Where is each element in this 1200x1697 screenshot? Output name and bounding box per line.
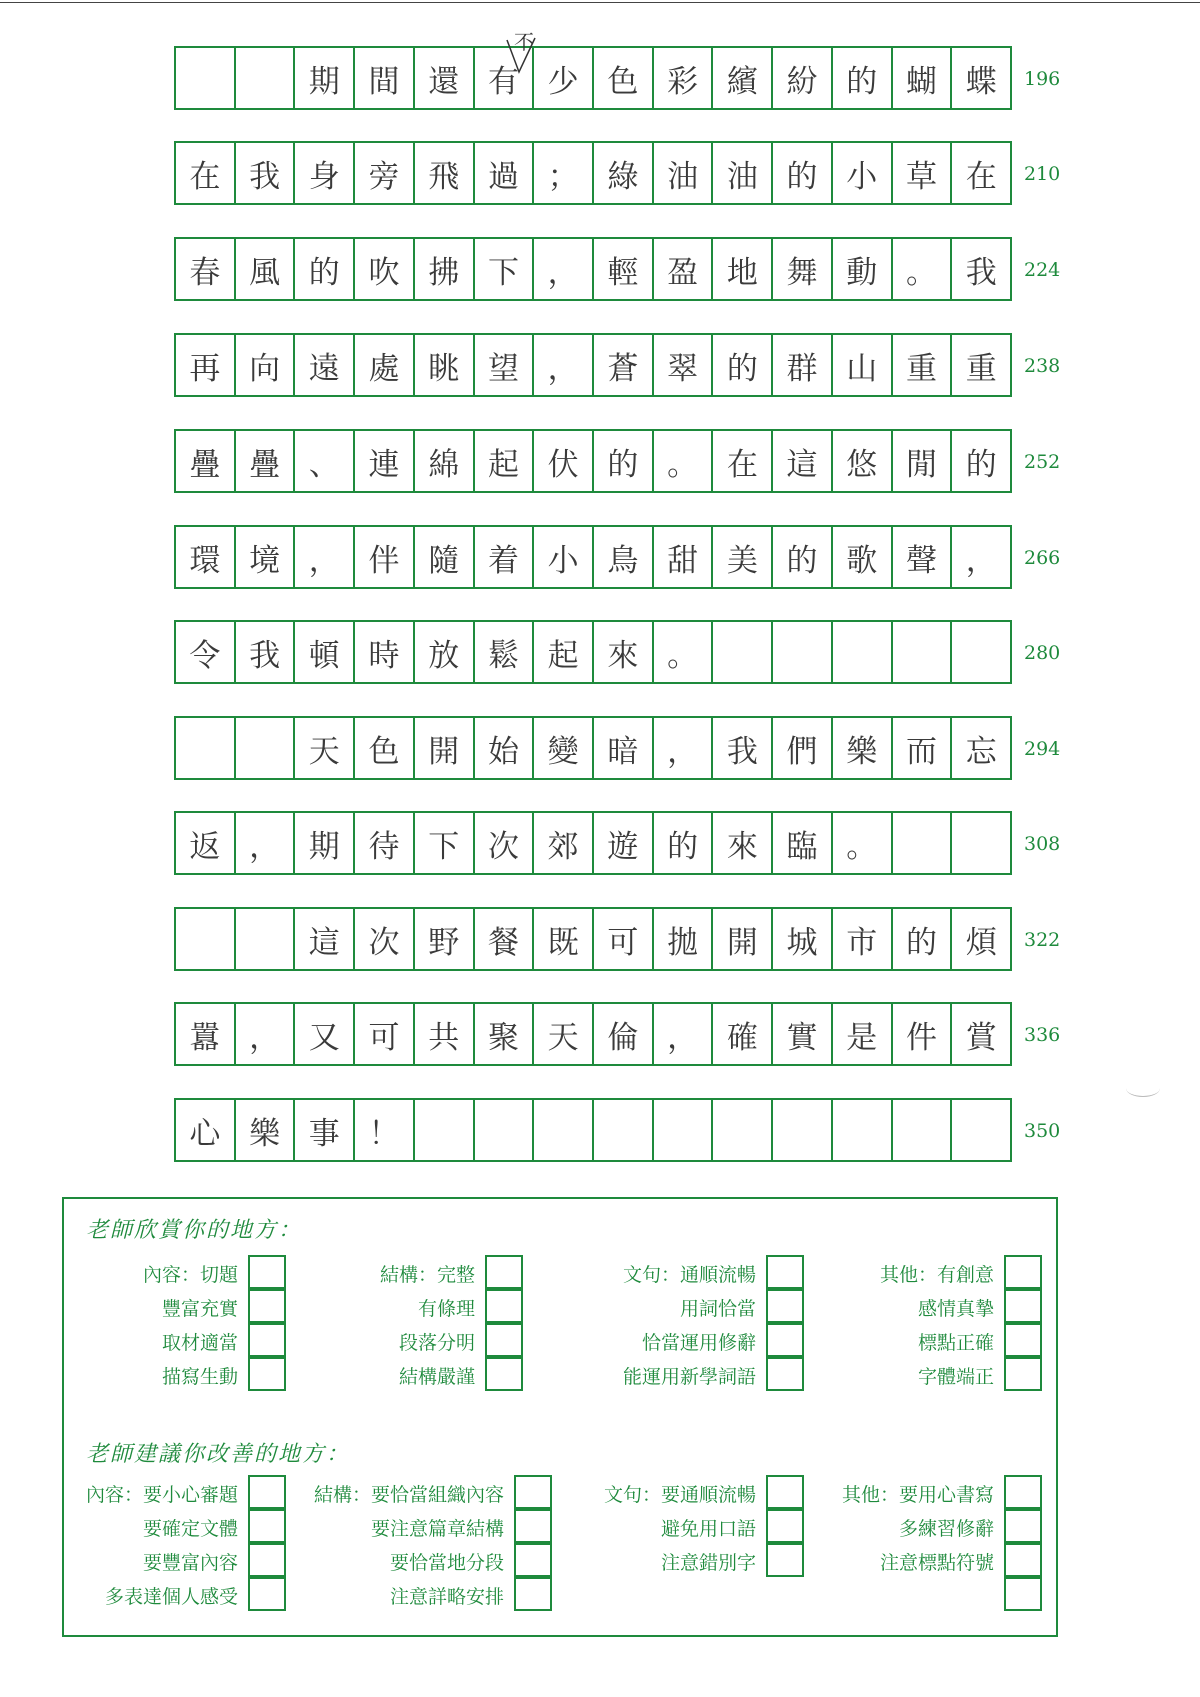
- grid-cell: 草: [893, 143, 953, 203]
- checkbox[interactable]: [514, 1509, 552, 1543]
- grid-cell: 群: [773, 335, 833, 395]
- grid-cell: 來: [713, 813, 773, 873]
- grid-cell: 重: [893, 335, 953, 395]
- grid-cell: 臨: [773, 813, 833, 873]
- grid-cell: 蝶: [965, 63, 997, 100]
- essay-row: [174, 237, 1012, 301]
- checkbox[interactable]: [485, 1289, 523, 1323]
- grid-cell: 心: [176, 1100, 236, 1160]
- grid-cell: [773, 622, 833, 682]
- checklist-label: 豐富充實: [161, 1298, 238, 1320]
- grid-cell: 。: [833, 813, 893, 873]
- checklist-label: 內容：要小心審題: [85, 1484, 238, 1506]
- grid-cell: 色: [355, 718, 415, 778]
- checklist-label: 結構：完整: [379, 1264, 475, 1286]
- grid-cell: [176, 909, 236, 969]
- grid-cell: 的: [965, 446, 997, 483]
- grid-cell: 忘: [965, 733, 997, 770]
- checkbox[interactable]: [514, 1577, 552, 1611]
- row-char-count: 224: [1024, 259, 1061, 281]
- checklist-label: 描寫生動: [161, 1366, 238, 1388]
- grid-cell: ，: [654, 1004, 714, 1064]
- checkbox[interactable]: [766, 1357, 804, 1391]
- grid-cell: 期: [295, 48, 355, 108]
- checklist-label: 注意標點符號: [879, 1552, 994, 1574]
- grid-cell: 在: [713, 431, 773, 491]
- grid-cell: 始: [475, 718, 535, 778]
- grid-cell: 吹: [355, 239, 415, 299]
- grid-cell: 遠: [295, 335, 355, 395]
- grid-cell: 紛: [773, 48, 833, 108]
- grid-cell: 輕: [594, 239, 654, 299]
- grid-cell: [833, 1100, 893, 1160]
- grid-cell: 彩: [654, 48, 714, 108]
- checkbox[interactable]: [1004, 1255, 1042, 1289]
- checkbox[interactable]: [514, 1543, 552, 1577]
- checkbox[interactable]: [1004, 1289, 1042, 1323]
- grid-cell: [952, 813, 1010, 873]
- grid-cell: 有: [475, 48, 535, 108]
- grid-cell: 伏: [534, 431, 594, 491]
- checkbox[interactable]: [1004, 1357, 1042, 1391]
- essay-row: [174, 907, 1012, 971]
- grid-cell: 事: [295, 1100, 355, 1160]
- grid-cell: 期: [295, 813, 355, 873]
- grid-cell: 而: [893, 718, 953, 778]
- grid-cell: 待: [355, 813, 415, 873]
- grid-cell: 我: [236, 622, 296, 682]
- grid-cell: 再: [176, 335, 236, 395]
- grid-cell: 眺: [415, 335, 475, 395]
- grid-cell: 下: [475, 239, 535, 299]
- checklist-label: 避免用口語: [660, 1518, 756, 1540]
- row-char-count: 294: [1024, 738, 1061, 760]
- grid-cell: 舞: [773, 239, 833, 299]
- grid-cell: 餐: [475, 909, 535, 969]
- row-char-count: 350: [1024, 1120, 1061, 1142]
- grid-cell: 件: [893, 1004, 953, 1064]
- grid-cell: 確: [713, 1004, 773, 1064]
- grid-cell: 。: [893, 239, 953, 299]
- grid-cell: 可: [594, 909, 654, 969]
- checklist-label: 段落分明: [398, 1332, 475, 1354]
- grid-cell: 樂: [236, 1100, 296, 1160]
- checklist-label: 其他：要用心書寫: [841, 1484, 994, 1506]
- checklist-label: 有條理: [417, 1298, 475, 1320]
- grid-cell: ，: [534, 335, 594, 395]
- grid-cell: 天: [295, 718, 355, 778]
- improve-title: 老師建議你改善的地方：: [86, 1442, 351, 1467]
- grid-cell: 甜: [654, 527, 714, 587]
- checkbox[interactable]: [1004, 1543, 1042, 1577]
- checkbox[interactable]: [766, 1289, 804, 1323]
- checklist-label: 能運用新學詞語: [622, 1366, 756, 1388]
- checklist-label: 感情真摯: [917, 1298, 994, 1320]
- checklist-label: 注意詳略安排: [389, 1586, 504, 1608]
- grid-cell: [475, 1100, 535, 1160]
- checkbox[interactable]: [1004, 1323, 1042, 1357]
- grid-cell: 處: [355, 335, 415, 395]
- grid-cell: 油: [713, 143, 773, 203]
- grid-cell: [952, 622, 1010, 682]
- grid-cell: 野: [415, 909, 475, 969]
- checklist-label: 要恰當地分段: [389, 1552, 504, 1574]
- checkbox[interactable]: [766, 1475, 804, 1509]
- grid-cell: 歌: [833, 527, 893, 587]
- grid-cell: 變: [534, 718, 594, 778]
- essay-row: [174, 141, 1012, 205]
- checkbox[interactable]: [248, 1357, 286, 1391]
- grid-cell: 天: [534, 1004, 594, 1064]
- checkbox[interactable]: [248, 1289, 286, 1323]
- grid-cell: [773, 1100, 833, 1160]
- grid-cell: [713, 1100, 773, 1160]
- essay-row: [174, 1002, 1012, 1066]
- grid-cell: [893, 1100, 953, 1160]
- grid-cell: 。: [654, 622, 714, 682]
- grid-cell: 伴: [355, 527, 415, 587]
- grid-cell: 拋: [654, 909, 714, 969]
- grid-cell: 聚: [475, 1004, 535, 1064]
- grid-cell: [534, 1100, 594, 1160]
- grid-cell: 在: [176, 143, 236, 203]
- checkbox[interactable]: [248, 1543, 286, 1577]
- checkbox[interactable]: [766, 1543, 804, 1577]
- grid-cell: 令: [176, 622, 236, 682]
- checklist-label: 內容：切題: [142, 1264, 238, 1286]
- grid-cell: 下: [415, 813, 475, 873]
- grid-cell: ，: [236, 1004, 296, 1064]
- grid-cell: 可: [355, 1004, 415, 1064]
- checklist-label: 字體端正: [917, 1366, 994, 1388]
- grid-cell: [176, 48, 236, 108]
- row-char-count: 210: [1024, 163, 1061, 185]
- essay-row: [174, 333, 1012, 397]
- grid-cell: 蝴: [893, 48, 953, 108]
- grid-cell: ！: [355, 1100, 415, 1160]
- appreciate-title: 老師欣賞你的地方：: [86, 1218, 303, 1243]
- grid-cell: 悠: [833, 431, 893, 491]
- checklist-label: 用詞恰當: [679, 1298, 756, 1320]
- grid-cell: [236, 718, 296, 778]
- grid-cell: ，: [295, 527, 355, 587]
- grid-cell: 起: [534, 622, 594, 682]
- grid-cell: 這: [773, 431, 833, 491]
- grid-cell: 重: [965, 350, 997, 387]
- grid-cell: [236, 48, 296, 108]
- grid-cell: 又: [295, 1004, 355, 1064]
- grid-cell: 來: [594, 622, 654, 682]
- grid-cell: 閒: [893, 431, 953, 491]
- grid-cell: 還: [415, 48, 475, 108]
- grid-cell: 飛: [415, 143, 475, 203]
- checkbox[interactable]: [485, 1323, 523, 1357]
- essay-row: [174, 46, 1012, 110]
- grid-cell: 囂: [176, 1004, 236, 1064]
- grid-cell: 翠: [654, 335, 714, 395]
- grid-cell: 山: [833, 335, 893, 395]
- grid-cell: 身: [295, 143, 355, 203]
- grid-cell: 色: [594, 48, 654, 108]
- grid-cell: 旁: [355, 143, 415, 203]
- checklist-label: 要豐富內容: [142, 1552, 238, 1574]
- grid-cell: 疊: [176, 431, 236, 491]
- grid-cell: 的: [773, 527, 833, 587]
- grid-cell: ，: [654, 718, 714, 778]
- grid-cell: 煩: [965, 924, 997, 961]
- grid-cell: 開: [713, 909, 773, 969]
- paper-mark: [1126, 1080, 1160, 1097]
- checklist-label: 多表達個人感受: [104, 1586, 238, 1608]
- grid-cell: 小: [534, 527, 594, 587]
- grid-cell: 我: [713, 718, 773, 778]
- grid-cell: 這: [295, 909, 355, 969]
- row-char-count: 196: [1024, 68, 1061, 90]
- grid-cell: 綿: [415, 431, 475, 491]
- grid-cell: 的: [833, 48, 893, 108]
- grid-cell: ；: [534, 143, 594, 203]
- grid-cell: 既: [534, 909, 594, 969]
- checklist-label: 標點正確: [917, 1332, 994, 1354]
- grid-cell: 開: [415, 718, 475, 778]
- grid-cell: 疊: [236, 431, 296, 491]
- grid-cell: 城: [773, 909, 833, 969]
- checkbox[interactable]: [248, 1323, 286, 1357]
- essay-row: [174, 811, 1012, 875]
- checkbox[interactable]: [248, 1475, 286, 1509]
- grid-cell: 市: [833, 909, 893, 969]
- row-char-count: 322: [1024, 929, 1061, 951]
- grid-cell: 是: [833, 1004, 893, 1064]
- grid-cell: [236, 909, 296, 969]
- grid-cell: 過: [475, 143, 535, 203]
- essay-row: [174, 525, 1012, 589]
- grid-cell: 環: [176, 527, 236, 587]
- grid-cell: ，: [534, 239, 594, 299]
- grid-cell: 春: [176, 239, 236, 299]
- grid-cell: [833, 622, 893, 682]
- grid-cell: 賞: [965, 1019, 997, 1056]
- grid-cell: 的: [713, 335, 773, 395]
- grid-cell: 境: [236, 527, 296, 587]
- grid-cell: 次: [475, 813, 535, 873]
- grid-cell: 郊: [534, 813, 594, 873]
- grid-cell: [893, 622, 953, 682]
- grid-cell: [176, 718, 236, 778]
- grid-cell: 小: [833, 143, 893, 203]
- grid-cell: 的: [773, 143, 833, 203]
- grid-cell: 暗: [594, 718, 654, 778]
- row-char-count: 280: [1024, 642, 1061, 664]
- grid-cell: 繽: [713, 48, 773, 108]
- checklist-label: 其他：有創意: [879, 1264, 994, 1286]
- grid-cell: 的: [594, 431, 654, 491]
- row-char-count: 308: [1024, 833, 1061, 855]
- grid-cell: 望: [475, 335, 535, 395]
- insertion-caret-icon: [505, 34, 565, 74]
- checkbox[interactable]: [1004, 1509, 1042, 1543]
- essay-row: [174, 620, 1012, 684]
- grid-cell: 盈: [654, 239, 714, 299]
- grid-cell: 樂: [833, 718, 893, 778]
- checkbox[interactable]: [766, 1509, 804, 1543]
- grid-cell: 們: [773, 718, 833, 778]
- grid-cell: 我: [965, 254, 997, 291]
- correction-mark: 不: [514, 30, 534, 54]
- grid-cell: [415, 1100, 475, 1160]
- grid-cell: 倫: [594, 1004, 654, 1064]
- teacher-feedback-panel: [62, 1197, 1058, 1637]
- grid-cell: 向: [236, 335, 296, 395]
- grid-cell: 頓: [295, 622, 355, 682]
- checklist-label: 結構嚴謹: [398, 1366, 475, 1388]
- grid-cell: 間: [355, 48, 415, 108]
- grid-cell: 放: [415, 622, 475, 682]
- essay-row: [174, 1098, 1012, 1162]
- grid-cell: 風: [236, 239, 296, 299]
- checklist-label: 注意錯別字: [660, 1552, 756, 1574]
- grid-cell: 我: [236, 143, 296, 203]
- checkbox[interactable]: [248, 1577, 286, 1611]
- checkbox[interactable]: [1004, 1577, 1042, 1611]
- checkbox[interactable]: [485, 1357, 523, 1391]
- checkbox[interactable]: [1004, 1475, 1042, 1509]
- grid-cell: 的: [654, 813, 714, 873]
- grid-cell: [654, 1100, 714, 1160]
- checklist-label: 文句：要通順流暢: [603, 1484, 756, 1506]
- grid-cell: 着: [475, 527, 535, 587]
- checklist-label: 文句：通順流暢: [622, 1264, 756, 1286]
- grid-cell: 拂: [415, 239, 475, 299]
- row-char-count: 238: [1024, 355, 1061, 377]
- grid-cell: ，: [965, 542, 997, 579]
- grid-cell: [893, 813, 953, 873]
- row-char-count: 252: [1024, 451, 1061, 473]
- grid-cell: 地: [713, 239, 773, 299]
- grid-cell: 隨: [415, 527, 475, 587]
- grid-cell: 起: [475, 431, 535, 491]
- grid-cell: 少: [534, 48, 594, 108]
- checkbox[interactable]: [485, 1255, 523, 1289]
- checklist-label: 恰當運用修辭: [641, 1332, 756, 1354]
- essay-row: [174, 716, 1012, 780]
- grid-cell: 蒼: [594, 335, 654, 395]
- grid-cell: 綠: [594, 143, 654, 203]
- grid-cell: 次: [355, 909, 415, 969]
- checkbox[interactable]: [248, 1509, 286, 1543]
- grid-cell: 美: [713, 527, 773, 587]
- grid-cell: 油: [654, 143, 714, 203]
- essay-row: [174, 429, 1012, 493]
- grid-cell: 鳥: [594, 527, 654, 587]
- grid-cell: 、: [295, 431, 355, 491]
- grid-cell: 遊: [594, 813, 654, 873]
- checklist-label: 取材適當: [161, 1332, 238, 1354]
- grid-cell: 的: [893, 909, 953, 969]
- checkbox[interactable]: [766, 1323, 804, 1357]
- grid-cell: 連: [355, 431, 415, 491]
- grid-cell: 時: [355, 622, 415, 682]
- row-char-count: 266: [1024, 547, 1061, 569]
- checkbox[interactable]: [514, 1475, 552, 1509]
- grid-cell: 的: [295, 239, 355, 299]
- grid-cell: ，: [236, 813, 296, 873]
- row-char-count: 336: [1024, 1024, 1061, 1046]
- grid-cell: 實: [773, 1004, 833, 1064]
- grid-cell: 聲: [893, 527, 953, 587]
- grid-cell: 返: [176, 813, 236, 873]
- grid-cell: [952, 1100, 1010, 1160]
- checkbox[interactable]: [248, 1255, 286, 1289]
- checkbox[interactable]: [766, 1255, 804, 1289]
- grid-cell: 共: [415, 1004, 475, 1064]
- grid-cell: 鬆: [475, 622, 535, 682]
- checklist-label: 結構：要恰當組織內容: [313, 1484, 504, 1506]
- checklist-label: 多練習修辭: [898, 1518, 994, 1540]
- grid-cell: [594, 1100, 654, 1160]
- checklist-label: 要確定文體: [142, 1518, 238, 1540]
- checklist-label: 要注意篇章結構: [370, 1518, 504, 1540]
- grid-cell: [713, 622, 773, 682]
- grid-cell: 動: [833, 239, 893, 299]
- grid-cell: 。: [654, 431, 714, 491]
- grid-cell: 在: [965, 158, 997, 195]
